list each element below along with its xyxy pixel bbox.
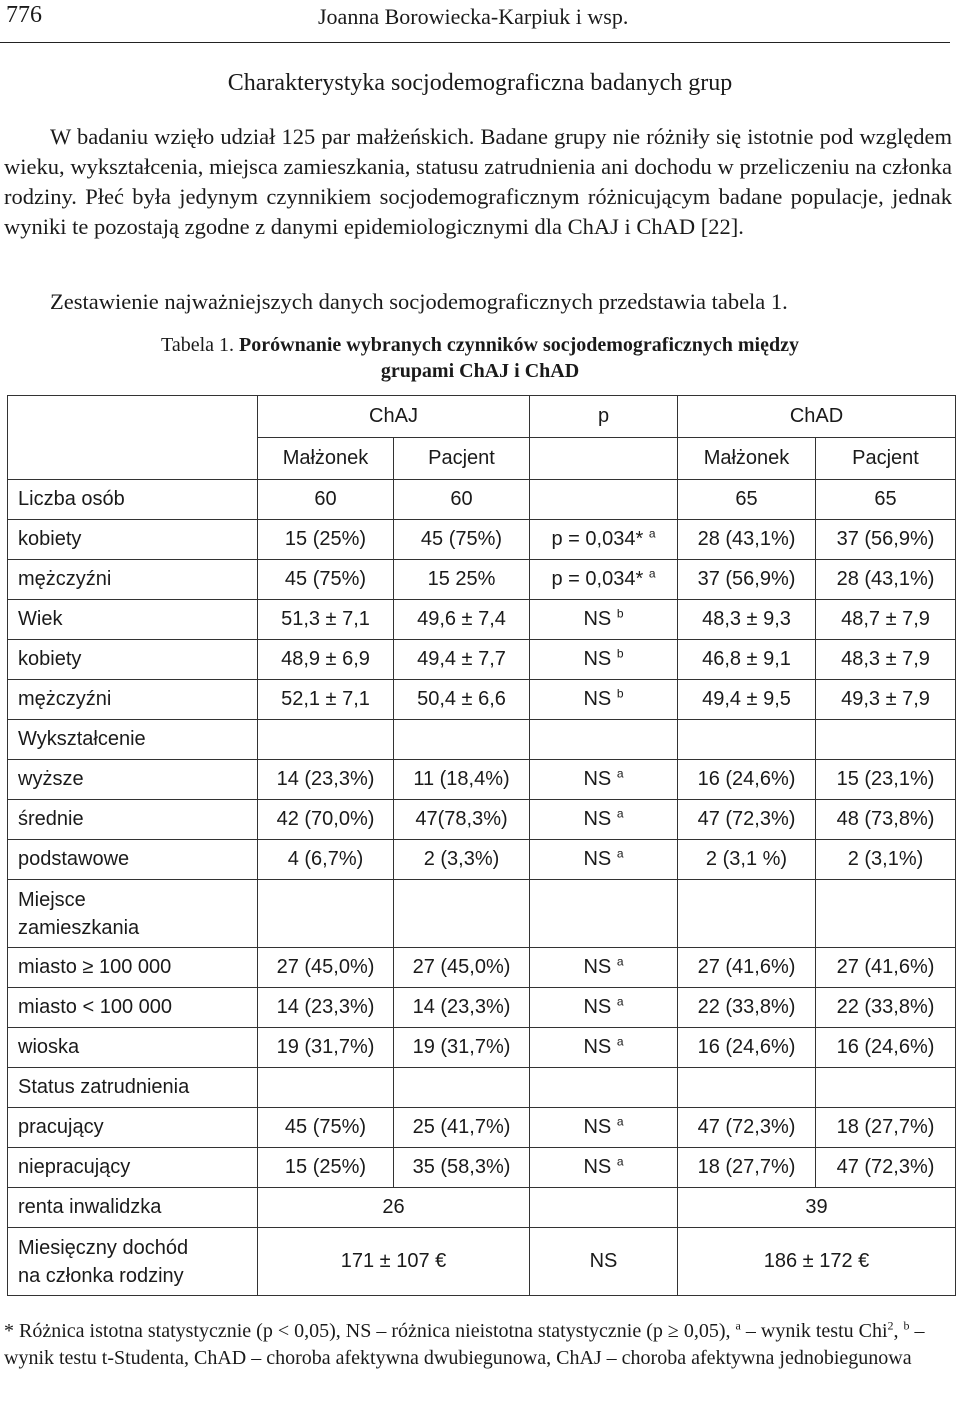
cell-chaj-spouse: 45 (75%): [258, 1108, 394, 1148]
cell-p-value: [530, 480, 678, 520]
cell-p-value: NS $^b$: [530, 600, 678, 640]
cell-chad-patient: 48 (73,8%): [816, 800, 956, 840]
cell-chad-patient: 16 (24,6%): [816, 1028, 956, 1068]
row-label: mężczyźni: [8, 560, 258, 600]
table-row: [8, 1028, 956, 1068]
page-number: 776: [6, 2, 42, 28]
cell-chaj-patient: 14 (23,3%): [394, 988, 530, 1028]
cell-chad-patient: 28 (43,1%): [816, 560, 956, 600]
cell-chaj-patient: 19 (31,7%): [394, 1028, 530, 1068]
sociodemographic-table: [7, 395, 956, 1296]
row-label: podstawowe: [8, 840, 258, 880]
cell-chaj-patient: 47(78,3%): [394, 800, 530, 840]
table-caption-title-line-2: grupami ChAJ i ChAD: [380, 360, 580, 382]
cell-p-value: p = 0,034* $^a$: [530, 520, 678, 560]
cell-chad-spouse: 16 (24,6%): [678, 1028, 816, 1068]
header-rule: [0, 42, 950, 43]
table-caption-prefix: Tabela 1.: [161, 334, 235, 356]
cell-chaj-patient: 11 (18,4%): [394, 760, 530, 800]
cell-p-value: NS $^a$: [530, 1028, 678, 1068]
row-label: niepracujący: [8, 1148, 258, 1188]
table-row: [8, 840, 956, 880]
cell-chad-spouse: [678, 880, 816, 948]
cell-chaj-patient: 49,6 ± 7,4: [394, 600, 530, 640]
row-label: wyższe: [8, 760, 258, 800]
header-chad: ChAD: [678, 396, 956, 438]
cell-chaj-patient: 35 (58,3%): [394, 1148, 530, 1188]
row-label: kobiety: [8, 640, 258, 680]
row-label: Miejsce zamieszkania: [8, 880, 258, 948]
cell-chaj-spouse: 4 (6,7%): [258, 840, 394, 880]
table-row-income: [8, 1228, 956, 1296]
cell-chaj-patient: 49,4 ± 7,7: [394, 640, 530, 680]
cell-income-p: NS: [530, 1228, 678, 1296]
cell-chaj-patient: 25 (41,7%): [394, 1108, 530, 1148]
row-label: miasto ≥ 100 000: [8, 948, 258, 988]
cell-chad-patient: 47 (72,3%): [816, 1148, 956, 1188]
table-row: [8, 800, 956, 840]
cell-p-value: NS $^a$: [530, 840, 678, 880]
table-row: [8, 560, 956, 600]
cell-chaj-spouse: 27 (45,0%): [258, 948, 394, 988]
cell-chaj-patient: 50,4 ± 6,6: [394, 680, 530, 720]
row-label: Wykształcenie: [8, 720, 258, 760]
cell-p-value: NS $^a$: [530, 800, 678, 840]
cell-p-value: NS $^a$: [530, 988, 678, 1028]
section-title: Charakterystyka socjodemograficzna badanych grup: [227, 70, 733, 96]
table-row: [8, 1108, 956, 1148]
cell-chad-spouse: 49,4 ± 9,5: [678, 680, 816, 720]
table-row: [8, 760, 956, 800]
table-row: [8, 1068, 956, 1108]
table-row: [8, 680, 956, 720]
cell-chaj-patient: 45 (75%): [394, 520, 530, 560]
cell-chad-spouse: [678, 720, 816, 760]
header-chaj: ChAJ: [258, 396, 530, 438]
table-caption-title-line-1: Porównanie wybranych czynników socjodemograficznych między: [239, 334, 799, 356]
cell-chad-spouse: 28 (43,1%): [678, 520, 816, 560]
cell-chad-spouse: 65: [678, 480, 816, 520]
cell-chad-patient: 49,3 ± 7,9: [816, 680, 956, 720]
table-row: [8, 600, 956, 640]
row-label: Wiek: [8, 600, 258, 640]
row-label: średnie: [8, 800, 258, 840]
header-p: p: [530, 396, 678, 438]
cell-chad-spouse: 18 (27,7%): [678, 1148, 816, 1188]
cell-chaj-spouse: 15 (25%): [258, 1148, 394, 1188]
cell-chad-patient: 2 (3,1%): [816, 840, 956, 880]
cell-chad-patient: [816, 880, 956, 948]
cell-chaj-patient: [394, 1068, 530, 1108]
paragraph-2: Zestawienie najważniejszych danych socjodemograficznych przedstawia tabela 1.: [50, 289, 788, 314]
cell-chaj-patient: [394, 720, 530, 760]
cell-chaj-spouse: [258, 880, 394, 948]
cell-chaj-patient: 27 (45,0%): [394, 948, 530, 988]
cell-chad-patient: 15 (23,1%): [816, 760, 956, 800]
cell-pension-chaj: 26: [258, 1188, 530, 1228]
cell-chad-spouse: 16 (24,6%): [678, 760, 816, 800]
row-label: Status zatrudnienia: [8, 1068, 258, 1108]
cell-p-value: [530, 1068, 678, 1108]
table-sub-header-row: [8, 438, 956, 480]
cell-chad-spouse: 37 (56,9%): [678, 560, 816, 600]
cell-chaj-spouse: 19 (31,7%): [258, 1028, 394, 1068]
header-chad-patient: Pacjent: [816, 438, 956, 480]
cell-p-value: p = 0,034* $^a$: [530, 560, 678, 600]
cell-chad-spouse: 2 (3,1 %): [678, 840, 816, 880]
cell-chad-spouse: 47 (72,3%): [678, 1108, 816, 1148]
cell-p-value: NS $^a$: [530, 760, 678, 800]
cell-chaj-patient: [394, 880, 530, 948]
table-row: [8, 480, 956, 520]
row-label: pracujący: [8, 1108, 258, 1148]
paragraph-1: W badaniu wzięło udział 125 par małżeńskich. Badane grupy nie różniły się istotnie pod względem wieku, wykształcenia, miejsca zamieszkania, statusu zatrudnienia ani dochodu w przeliczeniu na członka rodziny. Płeć była jedynym czynnikiem socjodemograficznym różnicującym badane populacje, jednak wyniki te pozostają zgodne z danymi epidemiologicznymi dla ChAJ i ChAD [22].: [4, 124, 952, 239]
cell-pension-p: [530, 1188, 678, 1228]
row-label: miasto < 100 000: [8, 988, 258, 1028]
cell-chad-spouse: [678, 1068, 816, 1108]
table-row: [8, 948, 956, 988]
row-label: wioska: [8, 1028, 258, 1068]
cell-p-value: NS $^b$: [530, 640, 678, 680]
cell-chad-patient: [816, 1068, 956, 1108]
cell-chaj-spouse: 51,3 ± 7,1: [258, 600, 394, 640]
running-title: Joanna Borowiecka-Karpiuk i wsp.: [318, 4, 629, 29]
cell-income-chaj: 171 ± 107 €: [258, 1228, 530, 1296]
cell-chaj-spouse: 48,9 ± 6,9: [258, 640, 394, 680]
row-label: mężczyźni: [8, 680, 258, 720]
table-group-header-row: [8, 396, 956, 438]
cell-chad-patient: 65: [816, 480, 956, 520]
cell-chad-patient: 27 (41,6%): [816, 948, 956, 988]
cell-chaj-spouse: [258, 1068, 394, 1108]
cell-chad-patient: [816, 720, 956, 760]
cell-p-value: [530, 880, 678, 948]
cell-chad-spouse: 48,3 ± 9,3: [678, 600, 816, 640]
row-label: renta inwalidzka: [8, 1188, 258, 1228]
cell-chaj-patient: 2 (3,3%): [394, 840, 530, 880]
cell-chad-spouse: 22 (33,8%): [678, 988, 816, 1028]
header-chaj-spouse: Małżonek: [258, 438, 394, 480]
table-row: [8, 880, 956, 948]
table-corner-cell: [8, 396, 258, 438]
cell-chad-spouse: 46,8 ± 9,1: [678, 640, 816, 680]
table-caption: [0, 332, 960, 384]
cell-chaj-spouse: 52,1 ± 7,1: [258, 680, 394, 720]
cell-income-chad: 186 ± 172 €: [678, 1228, 956, 1296]
row-label: Miesięczny dochód na członka rodziny: [8, 1228, 258, 1296]
cell-chaj-spouse: 14 (23,3%): [258, 988, 394, 1028]
table-row: [8, 640, 956, 680]
cell-chaj-spouse: 60: [258, 480, 394, 520]
cell-chaj-spouse: 42 (70,0%): [258, 800, 394, 840]
cell-chad-patient: 18 (27,7%): [816, 1108, 956, 1148]
cell-chad-patient: 48,3 ± 7,9: [816, 640, 956, 680]
cell-chaj-spouse: [258, 720, 394, 760]
cell-chad-patient: 22 (33,8%): [816, 988, 956, 1028]
header-chaj-patient: Pacjent: [394, 438, 530, 480]
cell-p-value: NS $^a$: [530, 1108, 678, 1148]
cell-chad-patient: 37 (56,9%): [816, 520, 956, 560]
header-p-empty: [530, 438, 678, 480]
table-row: [8, 720, 956, 760]
table-row: [8, 988, 956, 1028]
cell-chad-patient: 48,7 ± 7,9: [816, 600, 956, 640]
row-label: kobiety: [8, 520, 258, 560]
table-row: [8, 1148, 956, 1188]
cell-chad-spouse: 47 (72,3%): [678, 800, 816, 840]
cell-p-value: NS $^b$: [530, 680, 678, 720]
cell-chaj-patient: 60: [394, 480, 530, 520]
cell-p-value: [530, 720, 678, 760]
row-label: Liczba osób: [8, 480, 258, 520]
cell-chad-spouse: 27 (41,6%): [678, 948, 816, 988]
cell-chaj-spouse: 14 (23,3%): [258, 760, 394, 800]
cell-chaj-spouse: 45 (75%): [258, 560, 394, 600]
table-footnote: * Różnica istotna statystycznie (p < 0,05), NS – różnica nieistotna statystycznie (p ≥ 0,05), $^a$ – wynik testu Chi$^2$, $^b$ – wynik testu t-Studenta, ChAD – choroba afektywna dwubiegunowa, ChAJ – choroba afektywna jednobiegunowa: [4, 1318, 925, 1369]
cell-p-value: NS $^a$: [530, 948, 678, 988]
table-row-pension: [8, 1188, 956, 1228]
cell-chaj-spouse: 15 (25%): [258, 520, 394, 560]
cell-chaj-patient: 15 25%: [394, 560, 530, 600]
cell-pension-chad: 39: [678, 1188, 956, 1228]
header-chad-spouse: Małżonek: [678, 438, 816, 480]
cell-p-value: NS $^a$: [530, 1148, 678, 1188]
table-corner-cell-lower: [8, 438, 258, 480]
table-row: [8, 520, 956, 560]
table-caption-title: [239, 334, 799, 382]
